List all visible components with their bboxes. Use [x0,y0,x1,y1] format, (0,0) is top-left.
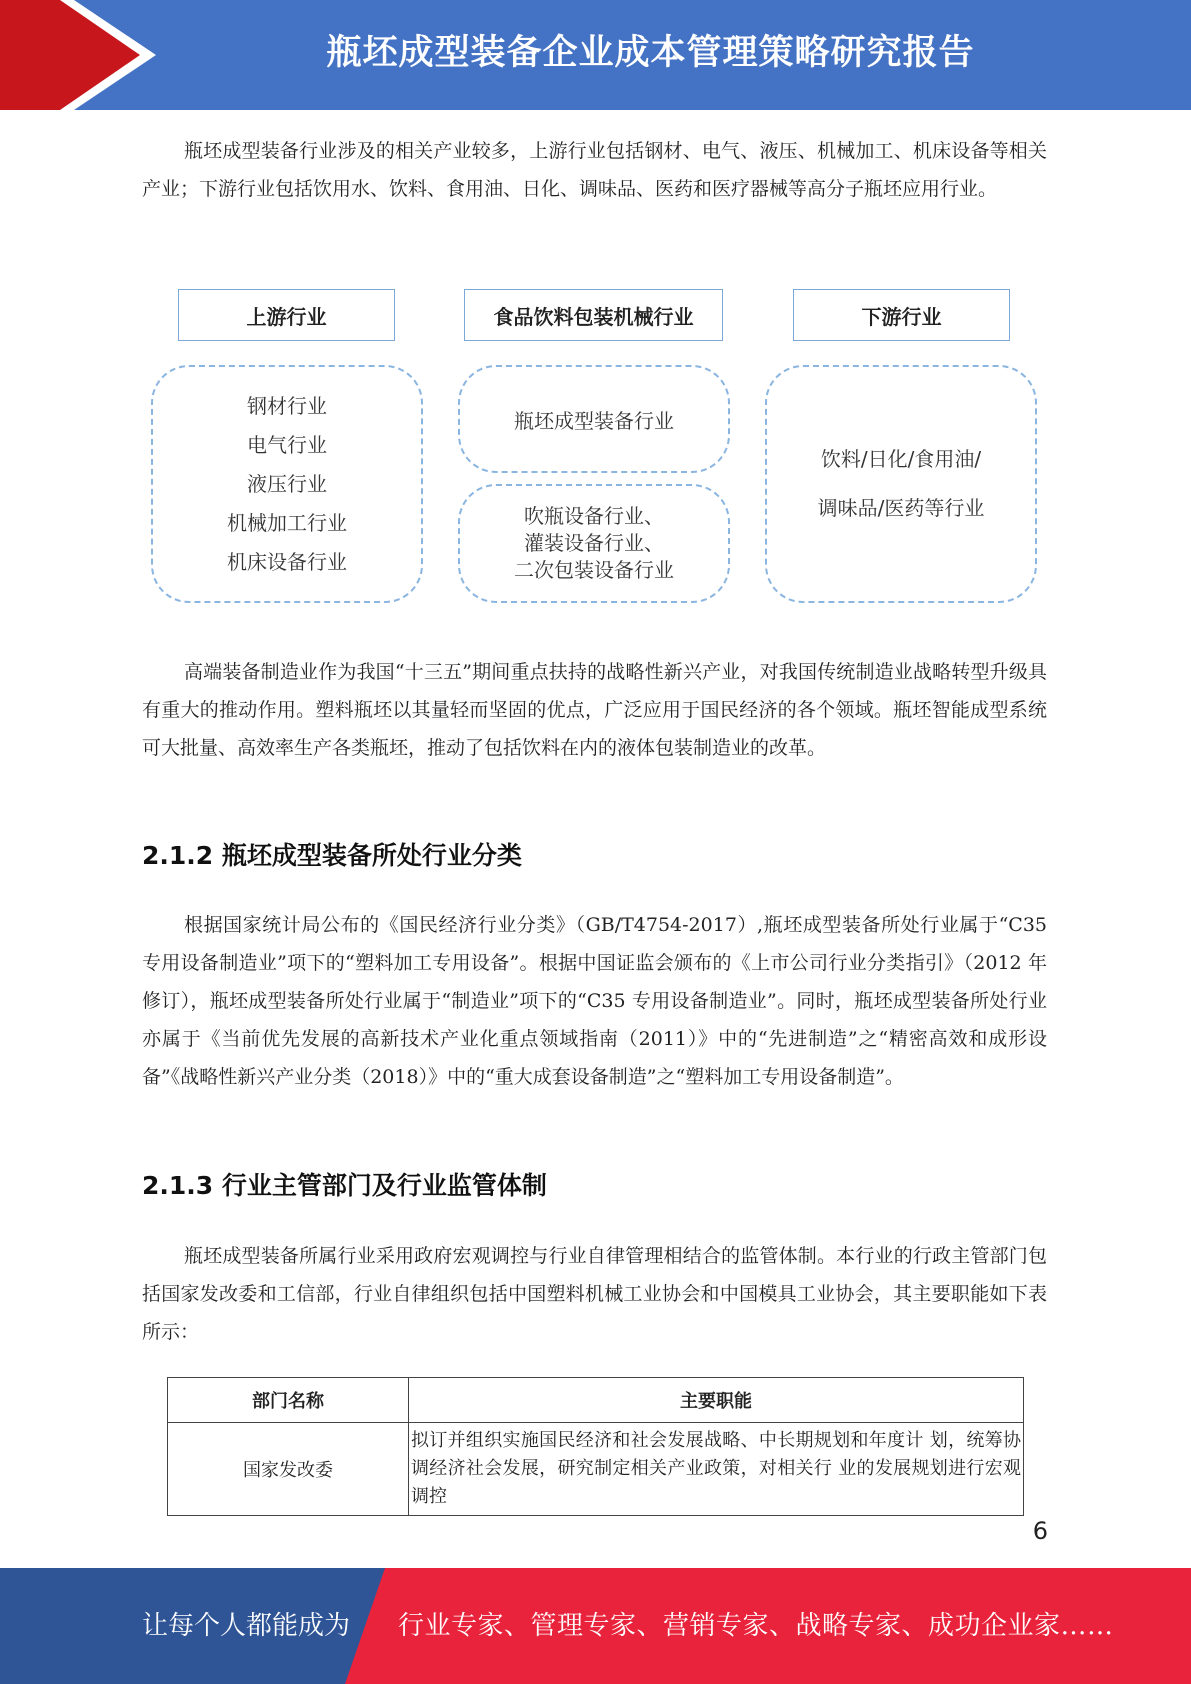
header-red-chevron [0,0,150,110]
page-number: 6 [1032,1517,1048,1545]
middle-top-item: 瓶坯成型装备行业 [514,408,674,433]
intro-section [142,132,1047,208]
upstream-item: 机床设备行业 [227,549,347,574]
upstream-title: 上游行业 [246,304,327,329]
downstream-item: 调味品/医药等行业 [817,496,985,520]
table-cell-dept: 国家发改委 [168,1423,409,1516]
paragraph-2: 高端装备制造业作为我国“十三五”期间重点扶持的战略性新兴产业，对我国传统制造业战略转型升级具有重大的推动作用。塑料瓶坯以其量轻而坚固的优点，广泛应用于国民经济的各个领域。瓶坯智能成型系统可大批量、高效率生产各类瓶坯，推动了包括饮料在内的液体包装制造业的改革。 [142,661,1047,759]
footer-slogan-left: 让每个人都能成为 [142,1611,351,1641]
table-header-row [168,1378,1024,1423]
middle-bottom-item: 二次包装设备行业 [514,558,674,582]
section-212-heading: 2.1.2 瓶坯成型装备所处行业分类 [142,841,522,870]
section-213-heading: 2.1.3 行业主管部门及行业监管体制 [142,1171,547,1200]
middle-title-box [464,289,723,341]
table-row [168,1423,1024,1516]
section-212-body [142,906,1047,1096]
upstream-item: 机械加工行业 [227,510,347,535]
downstream-items-box [765,365,1037,603]
middle-bottom-item: 灌装设备行业、 [524,531,664,555]
department-duties-table [167,1377,1024,1516]
middle-title: 食品饮料包装机械行业 [493,304,694,329]
section-213-body [142,1237,1047,1351]
downstream-title: 下游行业 [861,304,942,329]
section-213-paragraph: 瓶坯成型装备所属行业采用政府宏观调控与行业自律管理相结合的监管体制。本行业的行政主管部门包括国家发改委和工信部，行业自律组织包括中国塑料机械工业协会和中国模具工业协会，其主要职能如下表所示： [142,1245,1047,1343]
footer-slogan-right: 行业专家、管理专家、营销专家、战略专家、成功企业家…… [398,1611,1114,1641]
upstream-item: 钢材行业 [247,393,327,418]
downstream-title-box [793,289,1010,341]
table-cell-duty: 拟订并组织实施国民经济和社会发展战略、中长期规划和年度计 划，统筹协调经济社会发展，研究制定相关产业政策，对相关行 业的发展规划进行宏观调控 [409,1423,1024,1516]
upstream-title-box [178,289,395,341]
report-title: 瓶坯成型装备企业成本管理策略研究报告 [326,33,975,73]
table-header-duty: 主要职能 [409,1378,1024,1423]
middle-top-box [458,365,730,473]
table-header-dept: 部门名称 [168,1378,409,1423]
upstream-item: 液压行业 [247,471,327,496]
page-header [0,0,1191,110]
upstream-item: 电气行业 [247,432,327,457]
middle-bottom-box [458,484,730,603]
upstream-items-box [151,365,423,603]
page-footer [0,1568,1191,1684]
paragraph-2-section [142,653,1047,767]
intro-paragraph: 瓶坯成型装备行业涉及的相关产业较多，上游行业包括钢材、电气、液压、机械加工、机床设备等相关产业；下游行业包括饮用水、饮料、食用油、日化、调味品、医药和医疗器械等高分子瓶坯应用行业。 [142,140,1047,200]
downstream-item: 饮料/日化/食用油/ [820,447,982,471]
middle-bottom-item: 吹瓶设备行业、 [524,504,664,528]
section-212-paragraph: 根据国家统计局公布的《国民经济行业分类》（GB/T4754-2017）,瓶坯成型装备所处行业属于“C35 专用设备制造业”项下的“塑料加工专用设备”。根据中国证监会颁布的《上市公司行业分类指引》（2012 年修订），瓶坯成型装备所处行业属于“制造业”项下的“C35 专用设备制造业”。同时，瓶坯成型装备所处行业亦属于《当前优先发展的高新技术产业化重点领域指南（2011）》中的“先进制造”之“精密高效和成形设备”《战略性新兴产业分类（2018）》中的“重大成套设备制造”之“塑料加工专用设备制造”。 [142,914,1047,1088]
